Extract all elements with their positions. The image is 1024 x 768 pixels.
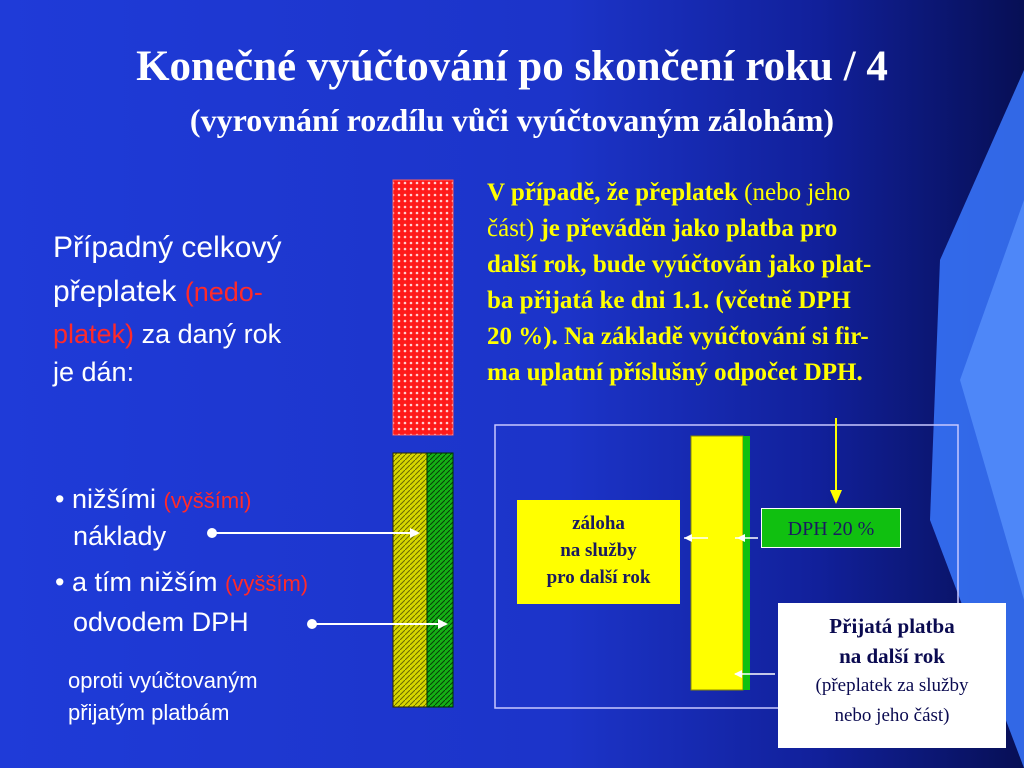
footnote — [68, 665, 258, 729]
para-bold-1: V případě, že přeplatek — [487, 179, 738, 206]
intro-line-3: za daný rok — [141, 319, 282, 349]
payment-column — [691, 436, 743, 690]
payment-line-4: nebo jeho část) — [834, 705, 950, 726]
advance-line-2: na služby — [560, 540, 637, 561]
para-line-5: 20 %). Na základě vyúčtování si fir- — [487, 323, 869, 350]
para-normal-1: (nebo jeho — [744, 179, 851, 206]
para-normal-2: část) — [487, 215, 535, 242]
received-payment-box — [778, 603, 1006, 748]
bullet-costs-text: • nižšími — [55, 484, 156, 514]
para-line-6: ma uplatní příslušný odpočet DPH. — [487, 359, 863, 386]
page-subtitle: (vyrovnání rozdílu vůči vyúčtovaným zálohám) — [189, 102, 835, 138]
payment-column-vat — [743, 436, 750, 690]
advance-line-3: pro další rok — [546, 567, 651, 588]
page-title: Konečné vyúčtování po skončení roku / 4 — [136, 43, 888, 90]
bullet-costs-red: (vyššími) — [163, 488, 252, 513]
vat-box: DPH 20 % — [761, 508, 901, 548]
intro-line-4: je dán: — [53, 357, 135, 387]
bullet-costs — [55, 484, 251, 515]
overpayment-bar — [393, 180, 453, 435]
payment-line-2: na další rok — [839, 644, 945, 668]
intro-line-3-red: platek) — [53, 319, 135, 349]
bullet-vat-text: • a tím nižším — [55, 567, 218, 597]
para-bold-2: je převáděn jako platba pro — [540, 215, 838, 242]
advance-box — [517, 500, 680, 604]
intro-line-2: přeplatek — [53, 275, 177, 308]
payment-line-1: Přijatá platba — [829, 614, 955, 638]
explanation-paragraph — [487, 175, 1017, 391]
footnote-line-1: oproti vyúčtovaným — [68, 668, 258, 693]
bullet-costs-cont: náklady — [73, 521, 167, 551]
bullet-vat — [55, 567, 308, 598]
intro-line-2-red: (nedo- — [184, 277, 263, 307]
para-line-4: ba přijatá ke dni 1.1. (včetně DPH — [487, 287, 851, 314]
intro-line-1: Případný celkový — [53, 231, 282, 264]
costs-bar — [393, 453, 427, 707]
bullet-vat-cont: odvodem DPH — [73, 607, 249, 637]
bullet-vat-red: (vyšším) — [225, 571, 309, 596]
footnote-line-2: přijatým platbám — [68, 700, 230, 725]
payment-line-3: (přeplatek za služby — [815, 675, 969, 696]
advance-line-1: záloha — [572, 513, 625, 534]
vat-bar — [427, 453, 453, 707]
para-line-3: další rok, bude vyúčtován jako plat- — [487, 251, 872, 278]
left-intro — [53, 226, 393, 390]
